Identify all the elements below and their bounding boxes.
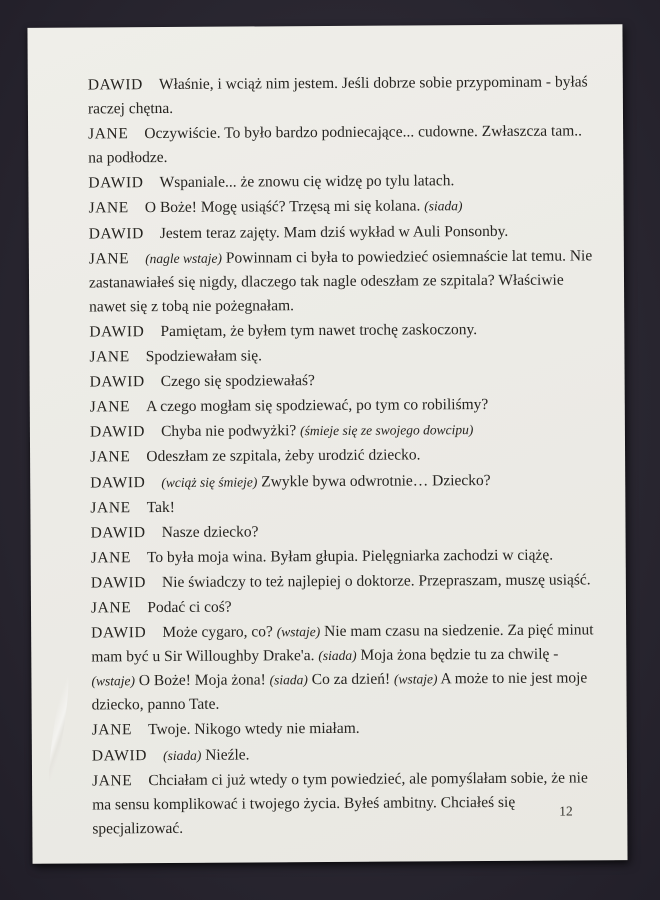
speaker-name: DAWID <box>91 746 148 764</box>
dialogue-line <box>91 618 596 717</box>
stage-direction: (siada) <box>162 747 202 763</box>
dialogue-line <box>90 468 594 495</box>
dialogue-text: Wspaniale... że znowu cię widzę po tylu latach. <box>159 172 455 192</box>
speaker-name: JANE <box>89 398 131 416</box>
stage-direction: (wstaje) <box>91 673 135 689</box>
script-text <box>88 70 597 842</box>
speaker-name: DAWID <box>89 373 145 391</box>
stage-direction: (siada) <box>269 672 308 688</box>
speaker-name: DAWID <box>90 523 146 542</box>
speaker-name: JANE <box>89 348 130 366</box>
dialogue-text: Co za dzień! <box>307 670 395 689</box>
dialogue-line <box>90 418 594 445</box>
stage-direction: (wstaje) <box>393 671 438 687</box>
dialogue-text: O Boże! Moja żona! <box>134 671 270 690</box>
dialogue-line <box>89 317 593 344</box>
speaker-name: DAWID <box>88 224 144 243</box>
dialogue-line <box>91 593 595 620</box>
speaker-name: JANE <box>88 199 129 217</box>
dialogue-text: Jestem teraz zajęty. Mam dziś wykład w Auli Ponsonby. <box>159 222 509 242</box>
stage-direction: (siada) <box>318 647 357 664</box>
dialogue-line <box>91 568 595 595</box>
document-page <box>27 24 627 864</box>
speaker-name: JANE <box>90 448 131 466</box>
dialogue-text: Zwykle bywa odwrotnie… Dziecko? <box>257 471 491 490</box>
dialogue-line <box>90 443 594 470</box>
dialogue-text: A może to nie jest moje dziecko, panno Tate. <box>91 669 588 714</box>
stage-direction: (śmieje się ze swojego dowcipu) <box>300 422 474 439</box>
dialogue-line <box>90 393 594 420</box>
dialogue-text: Właśnie, i wciąż nim jestem. Jeśli dobrze sobie przypominam - byłaś raczej chętna. <box>87 73 588 118</box>
dialogue-line <box>88 194 592 221</box>
speaker-name: JANE <box>91 771 133 790</box>
speaker-name: JANE <box>90 599 132 617</box>
dialogue-text: Nieźle. <box>201 746 250 764</box>
stage-direction: (wstaje) <box>276 624 321 640</box>
dialogue-text: A czego mogłam się spodziewać, po tym co robiliśmy? <box>146 396 489 416</box>
speaker-name: DAWID <box>87 76 143 94</box>
speaker-name: JANE <box>88 249 130 268</box>
speaker-name: DAWID <box>90 573 147 592</box>
dialogue-text: Oczywiście. To było bardzo podniecające... cudowne. Zwłaszcza tam.. na podłodze. <box>88 122 583 167</box>
dialogue-text: To była moja wina. Byłam głupia. Pielęgniarka zachodzi w ciążę. <box>146 546 554 566</box>
dialogue-text: Podać ci coś? <box>147 598 232 617</box>
dialogue-line <box>89 219 593 246</box>
dialogue-text: Nasze dziecko? <box>161 523 259 541</box>
page-number: 12 <box>559 803 573 819</box>
dialogue-line <box>88 169 592 196</box>
paper-crease <box>46 674 72 784</box>
stage-direction: (siada) <box>424 198 463 214</box>
dialogue-text: Powinnam ci była to powiedzieć osiemnaście lat temu. Nie zastanawiałeś się nigdy, dlaczego tak nagle odeszłam ze szpitala? Właściwie nawet się z tobą nie pożegnałam. <box>88 247 593 316</box>
dialogue-text: Nie mam czasu na siedzenie. Za pięć minut mam być u Sir Willoughby Drake'a. <box>91 621 594 666</box>
dialogue-line <box>92 741 596 768</box>
dialogue-text: Twoje. Nikogo wtedy nie miałam. <box>147 720 360 739</box>
speaker-name: DAWID <box>89 323 145 341</box>
dialogue-text: O Boże! Mogę usiąść? Trzęsą mi się kolana. <box>144 197 425 217</box>
speaker-name: DAWID <box>88 174 144 192</box>
speaker-name: DAWID <box>89 423 146 441</box>
dialogue-text: Chciałam ci już wtedy o tym powiedzieć, ale pomyślałam sobie, że nie ma sensu komplikować i twojego życia. Byłeś ambitny. Chciałeś się specjalizować. <box>92 769 588 838</box>
speaker-name: JANE <box>90 498 131 517</box>
dialogue-text: Tak! <box>146 498 175 516</box>
dialogue-text: Spodziewałam się. <box>145 347 263 366</box>
speaker-name: JANE <box>88 125 129 143</box>
stage-direction: (nagle wstaje) <box>145 250 223 266</box>
dialogue-text: Odeszłam ze szpitala, żeby urodzić dziecko. <box>146 446 421 466</box>
stage-direction: (wciąż się śmieje) <box>161 473 258 490</box>
dialogue-text: Chyba nie podwyżki? <box>161 422 301 441</box>
speaker-name: DAWID <box>90 473 146 491</box>
speaker-name: JANE <box>90 548 132 567</box>
dialogue-line <box>89 244 593 319</box>
dialogue-text: Pamiętam, że byłem tym nawet trochę zaskoczony. <box>160 321 478 340</box>
dialogue-line <box>88 120 592 171</box>
dialogue-line <box>92 716 596 743</box>
dialogue-line <box>90 367 594 394</box>
dialogue-line <box>90 493 594 520</box>
dialogue-text: Nie świadczy to też najlepiej o doktorze. Przepraszam, muszę usiąść. <box>161 571 591 591</box>
dialogue-text: Czego się spodziewałaś? <box>160 372 315 391</box>
dialogue-line <box>90 518 594 545</box>
dialogue-line <box>91 543 595 570</box>
speaker-name: DAWID <box>91 624 147 642</box>
dialogue-line <box>92 766 596 841</box>
dialogue-line <box>89 342 593 369</box>
dialogue-text: Może cygaro, co? <box>162 623 277 642</box>
dialogue-text: Moja żona będzie tu za chwilę - <box>356 645 559 664</box>
dialogue-line <box>88 70 592 121</box>
speaker-name: JANE <box>91 721 133 739</box>
